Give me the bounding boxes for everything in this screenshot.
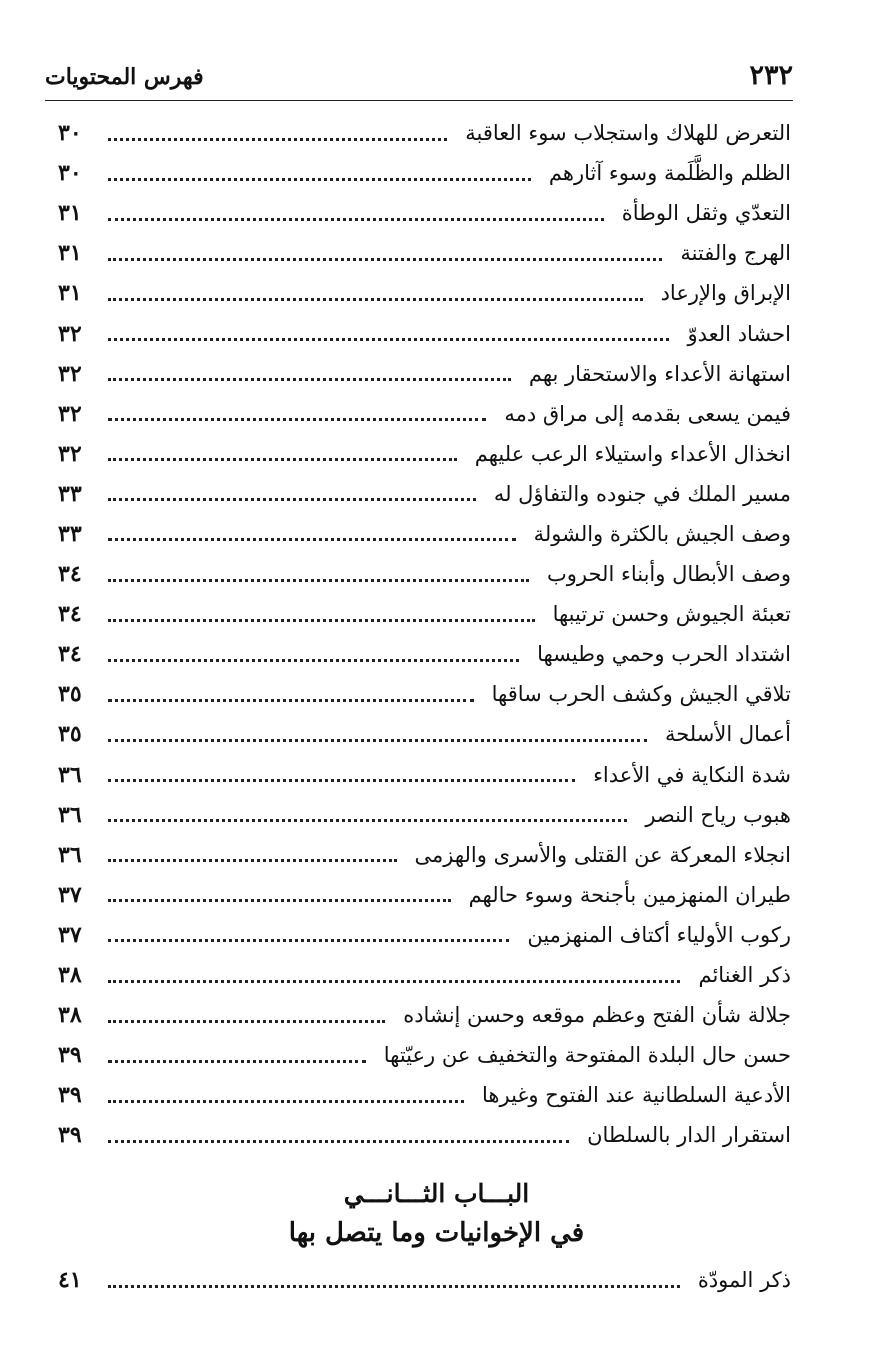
toc-entry-page: ٣٢ (58, 360, 82, 387)
toc-entry (58, 1075, 791, 1115)
section-heading (0, 1175, 873, 1253)
toc-entry (58, 674, 791, 714)
toc-entry-page: ٤١ (58, 1267, 82, 1294)
toc-entry (58, 193, 791, 233)
toc-entry-page: ٣٢ (58, 320, 82, 347)
dot-leader (108, 298, 643, 301)
section-toc-list (58, 1260, 791, 1300)
section-label: البـــاب الثـــانـــي (343, 1179, 530, 1208)
toc-entry-page: ٣١ (58, 280, 82, 307)
toc-entry (58, 835, 791, 875)
toc-entry-page: ٣٦ (58, 761, 82, 788)
dot-leader (108, 538, 516, 541)
toc-entry-page: ٣٠ (58, 120, 82, 147)
toc-entry-page: ٣٨ (58, 1002, 82, 1029)
toc-entry (58, 153, 791, 193)
toc-entry-title: اشتداد الحرب وحمي وطيسها (537, 642, 791, 667)
toc-entry-page: ٣١ (58, 200, 82, 227)
section-subtitle: في الإخوانيات وما يتصل بها (288, 1218, 585, 1248)
toc-entry-title: انخذال الأعداء واستيلاء الرعب عليهم (474, 441, 791, 466)
page-number: ٢٣٢ (749, 60, 793, 91)
toc-entry-title: التعدّي وثقل الوطأة (621, 201, 791, 226)
toc-entry-page: ٣٢ (58, 400, 82, 427)
toc-entry-page: ٣٧ (58, 881, 82, 908)
toc-entry-title: الإبراق والإرعاد (660, 281, 791, 306)
dot-leader (108, 138, 447, 141)
toc-entry-title: حسن حال البلدة المفتوحة والتخفيف عن رعيّتها (383, 1043, 791, 1068)
toc-entry-title: وصف الأبطال وأبناء الحروب (547, 562, 791, 587)
toc-entry (58, 995, 791, 1035)
toc-entry-title: انجلاء المعركة عن القتلى والأسرى والهزمى (414, 842, 791, 867)
dot-leader (108, 1285, 680, 1288)
dot-leader (108, 579, 529, 582)
toc-entry-page: ٣٤ (58, 601, 82, 628)
toc-entry (58, 354, 791, 394)
toc-entry-title: ركوب الأولياء أكتاف المنهزمين (527, 922, 791, 947)
dot-leader (108, 619, 535, 622)
dot-leader (108, 1020, 385, 1023)
dot-leader (108, 458, 457, 461)
toc-entry (58, 1115, 791, 1155)
dot-leader (108, 1140, 569, 1143)
toc-entry (58, 474, 791, 514)
toc-entry-title: هبوب رياح النصر (645, 802, 791, 827)
toc-entry (58, 714, 791, 754)
toc-entry-page: ٣٤ (58, 561, 82, 588)
toc-entry-title: تلاقي الجيش وكشف الحرب ساقها (491, 682, 791, 707)
toc-entry-title: وصف الجيش بالكثرة والشولة (533, 521, 791, 546)
dot-leader (108, 338, 669, 341)
toc-entry-title: فيمن يسعى بقدمه إلى مراق دمه (504, 401, 791, 426)
toc-entry-page: ٣٦ (58, 841, 82, 868)
toc-entry-title: ذكر المودّة (697, 1268, 791, 1293)
toc-list (58, 113, 791, 1155)
running-title: فهرس المحتويات (45, 64, 204, 90)
toc-entry-title: شدة النكاية في الأعداء (593, 762, 791, 787)
toc-entry-page: ٣٩ (58, 1122, 82, 1149)
toc-entry-title: التعرض للهلاك واستجلاب سوء العاقبة (465, 121, 791, 146)
dot-leader (108, 1060, 366, 1063)
toc-entry-page: ٣٦ (58, 801, 82, 828)
dot-leader (108, 980, 680, 983)
dot-leader (108, 779, 575, 782)
dot-leader (108, 258, 662, 261)
toc-entry (58, 1035, 791, 1075)
toc-entry (58, 113, 791, 153)
toc-entry (58, 955, 791, 995)
toc-entry (58, 233, 791, 273)
dot-leader (108, 1100, 464, 1103)
toc-entry (58, 755, 791, 795)
dot-leader (108, 739, 647, 742)
dot-leader (108, 218, 604, 221)
toc-entry-page: ٣١ (58, 240, 82, 267)
toc-entry (58, 273, 791, 313)
toc-entry-page: ٣٣ (58, 480, 82, 507)
toc-entry-page: ٣٠ (58, 160, 82, 187)
toc-entry-title: احشاد العدوّ (687, 321, 791, 346)
toc-entry-page: ٣٩ (58, 1042, 82, 1069)
toc-entry-title: استهانة الأعداء والاستحقار بهم (528, 361, 791, 386)
dot-leader (108, 659, 519, 662)
toc-entry-title: أعمال الأسلحة (664, 722, 791, 747)
toc-entry (58, 434, 791, 474)
toc-entry-page: ٣٧ (58, 921, 82, 948)
dot-leader (108, 498, 476, 501)
toc-entry-title: استقرار الدار بالسلطان (587, 1123, 791, 1148)
dot-leader (108, 178, 531, 181)
running-head (45, 58, 793, 98)
toc-entry-title: طيران المنهزمين بأجنحة وسوء حالهم (468, 882, 791, 907)
dot-leader (108, 939, 509, 942)
toc-entry-page: ٣٩ (58, 1082, 82, 1109)
toc-entry (58, 1260, 791, 1300)
toc-entry (58, 514, 791, 554)
toc-entry (58, 795, 791, 835)
toc-entry-title: مسير الملك في جنوده والتفاؤل له (493, 481, 791, 506)
toc-entry (58, 394, 791, 434)
toc-entry-page: ٣٢ (58, 440, 82, 467)
dot-leader (108, 899, 451, 902)
dot-leader (108, 859, 397, 862)
toc-entry (58, 875, 791, 915)
toc-entry-title: ذكر الغنائم (698, 963, 791, 988)
toc-entry-title: الظلم والظَّلَمة وسوء آثارهم (548, 161, 791, 186)
toc-entry-page: ٣٨ (58, 962, 82, 989)
dot-leader (108, 378, 511, 381)
toc-entry (58, 634, 791, 674)
toc-entry (58, 313, 791, 353)
dot-leader (108, 819, 627, 822)
toc-entry-page: ٣٥ (58, 721, 82, 748)
toc-entry-title: الأدعية السلطانية عند الفتوح وغيرها (482, 1083, 791, 1108)
header-rule (45, 100, 793, 101)
toc-entry-title: جلالة شأن الفتح وعظم موقعه وحسن إنشاده (403, 1003, 791, 1028)
toc-entry-page: ٣٥ (58, 681, 82, 708)
dot-leader (108, 699, 474, 702)
toc-entry (58, 915, 791, 955)
toc-entry-page: ٣٤ (58, 641, 82, 668)
toc-entry-title: تعبئة الجيوش وحسن ترتيبها (552, 602, 791, 627)
toc-entry-title: الهرج والفتنة (680, 241, 791, 266)
toc-entry (58, 594, 791, 634)
toc-entry-page: ٣٣ (58, 520, 82, 547)
dot-leader (108, 418, 486, 421)
toc-entry (58, 554, 791, 594)
